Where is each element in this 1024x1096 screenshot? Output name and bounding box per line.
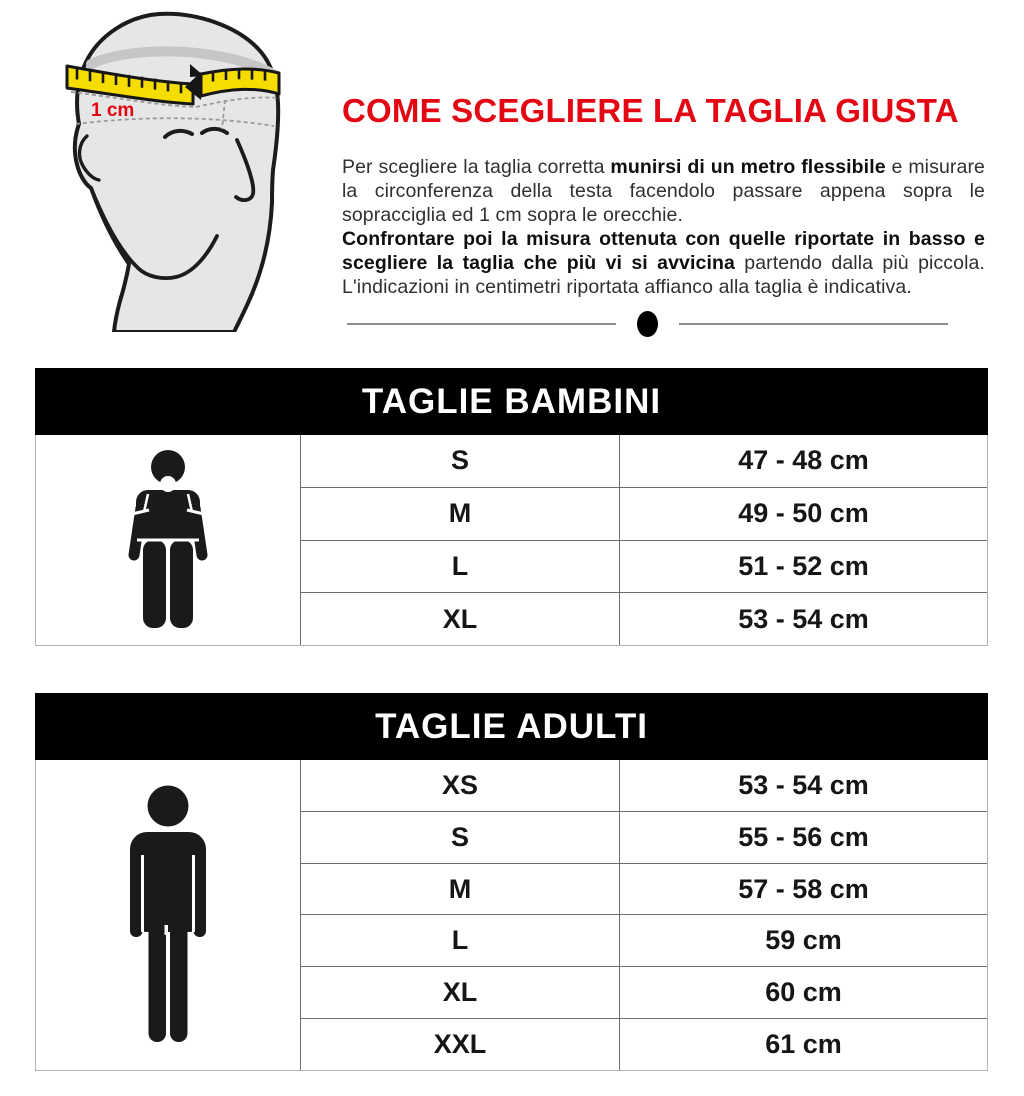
tape-measure-label: 1 cm (91, 100, 135, 121)
size-label: XXL (433, 1029, 487, 1060)
page-title: COME SCEGLIERE LA TAGLIA GIUSTA (342, 92, 959, 129)
adult-silhouette-icon (36, 760, 300, 1070)
table-row (301, 811, 987, 863)
head-measurement-illustration (41, 0, 333, 332)
size-label: XS (441, 769, 479, 800)
size-range: 53 - 54 cm (619, 593, 987, 645)
children-table-title: TAGLIE BAMBINI (35, 368, 988, 435)
divider-dot-icon (637, 311, 658, 337)
size-guide-intro (0, 0, 1024, 368)
size-label: XL (442, 977, 478, 1008)
size-range: 61 cm (619, 1019, 987, 1070)
adults-table-title: TAGLIE ADULTI (35, 693, 988, 760)
p1-bold-text: munirsi di un metro flessibile (610, 156, 886, 178)
p2-bold-text: Confrontare poi la misura ottenuta con quelle riportate in basso e scegliere la taglia che più vi si avvicina (342, 228, 985, 274)
adults-size-table (35, 760, 988, 1071)
divider-line-right (679, 323, 948, 325)
instructions-paragraph-1 (342, 155, 985, 227)
intro-text-column (333, 0, 985, 368)
table-row (301, 966, 987, 1018)
size-range: 55 - 56 cm (619, 812, 987, 863)
size-range: 60 cm (619, 967, 987, 1018)
table-row (301, 540, 987, 593)
p1-lead-text: Per scegliere la taglia corretta (342, 156, 611, 178)
section-divider (347, 311, 948, 337)
size-label: XL (442, 603, 478, 634)
head-with-tape-icon (41, 0, 333, 332)
p2-rest-text: partendo dalla più piccola. L'indicazioni in centimetri riportata affianco alla taglia è indicativa. (342, 252, 985, 298)
children-rows (300, 435, 987, 645)
size-range: 49 - 50 cm (619, 488, 987, 540)
size-range: 51 - 52 cm (619, 541, 987, 593)
size-range: 57 - 58 cm (619, 864, 987, 915)
size-label: S (450, 821, 469, 852)
size-label: L (451, 925, 469, 956)
table-row (301, 592, 987, 645)
child-silhouette-icon (36, 435, 300, 645)
size-label: M (448, 498, 472, 529)
children-size-table (35, 435, 988, 646)
size-label: S (450, 445, 469, 476)
divider-line-left (347, 323, 616, 325)
adults-rows (300, 760, 987, 1070)
table-row (301, 760, 987, 811)
size-range: 47 - 48 cm (619, 435, 987, 487)
children-size-section (35, 368, 988, 646)
table-row (301, 1018, 987, 1070)
size-label: M (448, 873, 472, 904)
table-row (301, 487, 987, 540)
table-row (301, 435, 987, 487)
adults-size-section (35, 693, 988, 1071)
size-label: L (451, 550, 469, 581)
instructions-paragraph-2 (342, 227, 985, 299)
table-row (301, 863, 987, 915)
table-row (301, 914, 987, 966)
size-range: 59 cm (619, 915, 987, 966)
size-range: 53 - 54 cm (619, 760, 987, 811)
p1-rest-text: e misurare la circonferenza della testa facendolo passare appena sopra le sopracciglia ed 1 cm sopra le orecchie. (342, 156, 985, 226)
